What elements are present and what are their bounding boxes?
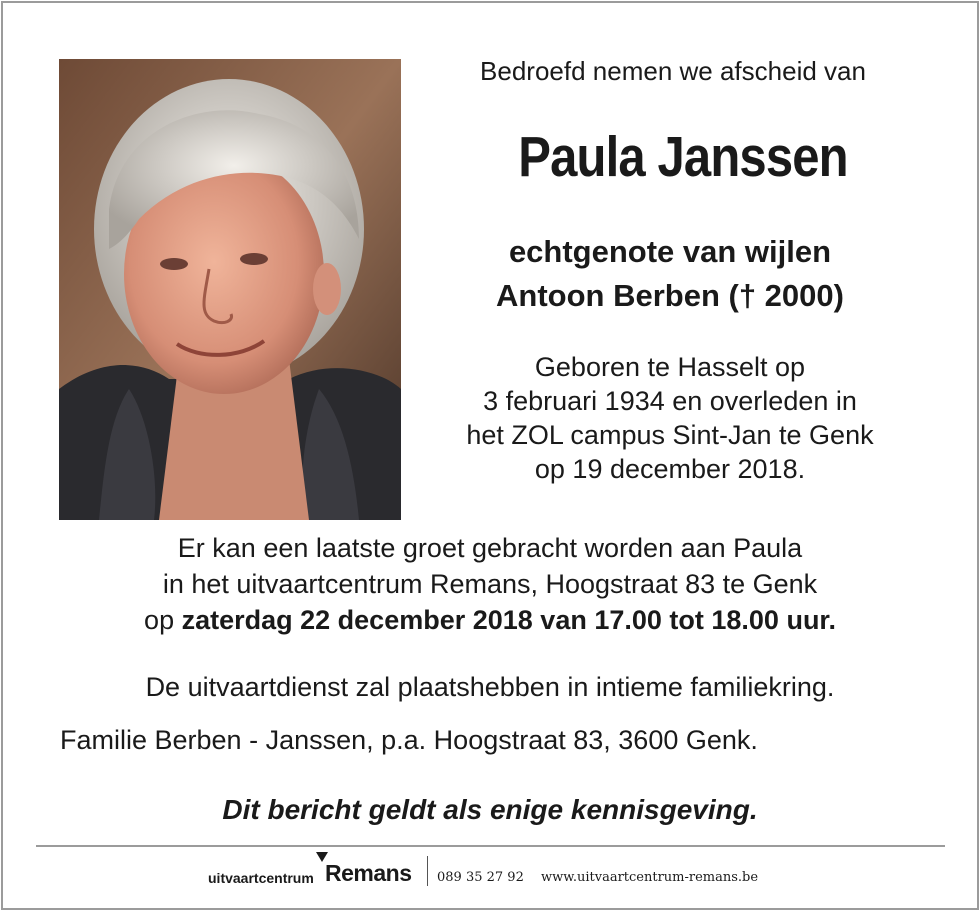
spouse-line-1: echtgenote van wijlen xyxy=(508,234,832,269)
deceased-name: Paula Janssen xyxy=(518,125,848,189)
spouse-line-2: Antoon Berben († 2000) xyxy=(496,278,844,313)
footer-brand-prefix: uitvaartcentrum xyxy=(208,870,314,886)
visit-line-2: in het uitvaartcentrum Remans, Hoogstraat 83 te Genk xyxy=(162,569,818,599)
visitation-block xyxy=(0,530,980,638)
portrait-photo xyxy=(59,59,401,520)
footer-divider-line xyxy=(36,845,945,847)
service-text: De uitvaartdienst zal plaatshebben in intieme familiekring. xyxy=(145,672,835,702)
visit-line-1: Er kan een laatste groet gebracht worden aan Paula xyxy=(177,533,803,563)
born-line-1: Geboren te Hasselt op xyxy=(534,352,806,382)
footer-brand-name: Remans xyxy=(325,860,412,886)
family-address: Familie Berben - Janssen, p.a. Hoogstraat 83, 3600 Genk. xyxy=(60,725,758,755)
notice-text: Dit bericht geldt als enige kennisgeving. xyxy=(222,794,758,825)
visit-line-3 xyxy=(0,602,980,638)
intro-text: Bedroefd nemen we afscheid van xyxy=(480,56,866,86)
born-line-3: het ZOL campus Sint-Jan te Genk xyxy=(466,420,874,450)
visit-date-time: zaterdag 22 december 2018 van 17.00 tot 18.00 uur. xyxy=(181,605,836,635)
spouse-block xyxy=(410,230,930,318)
footer-phone: 089 35 27 92 xyxy=(437,870,524,885)
birth-death-block xyxy=(410,350,930,486)
born-line-4: op 19 december 2018. xyxy=(534,454,806,484)
born-line-2: 3 februari 1934 en overleden in xyxy=(483,386,857,416)
footer-website: www.uitvaartcentrum-remans.be xyxy=(541,870,759,885)
footer-separator xyxy=(427,856,428,886)
visit-line-3-prefix: op xyxy=(144,605,175,635)
